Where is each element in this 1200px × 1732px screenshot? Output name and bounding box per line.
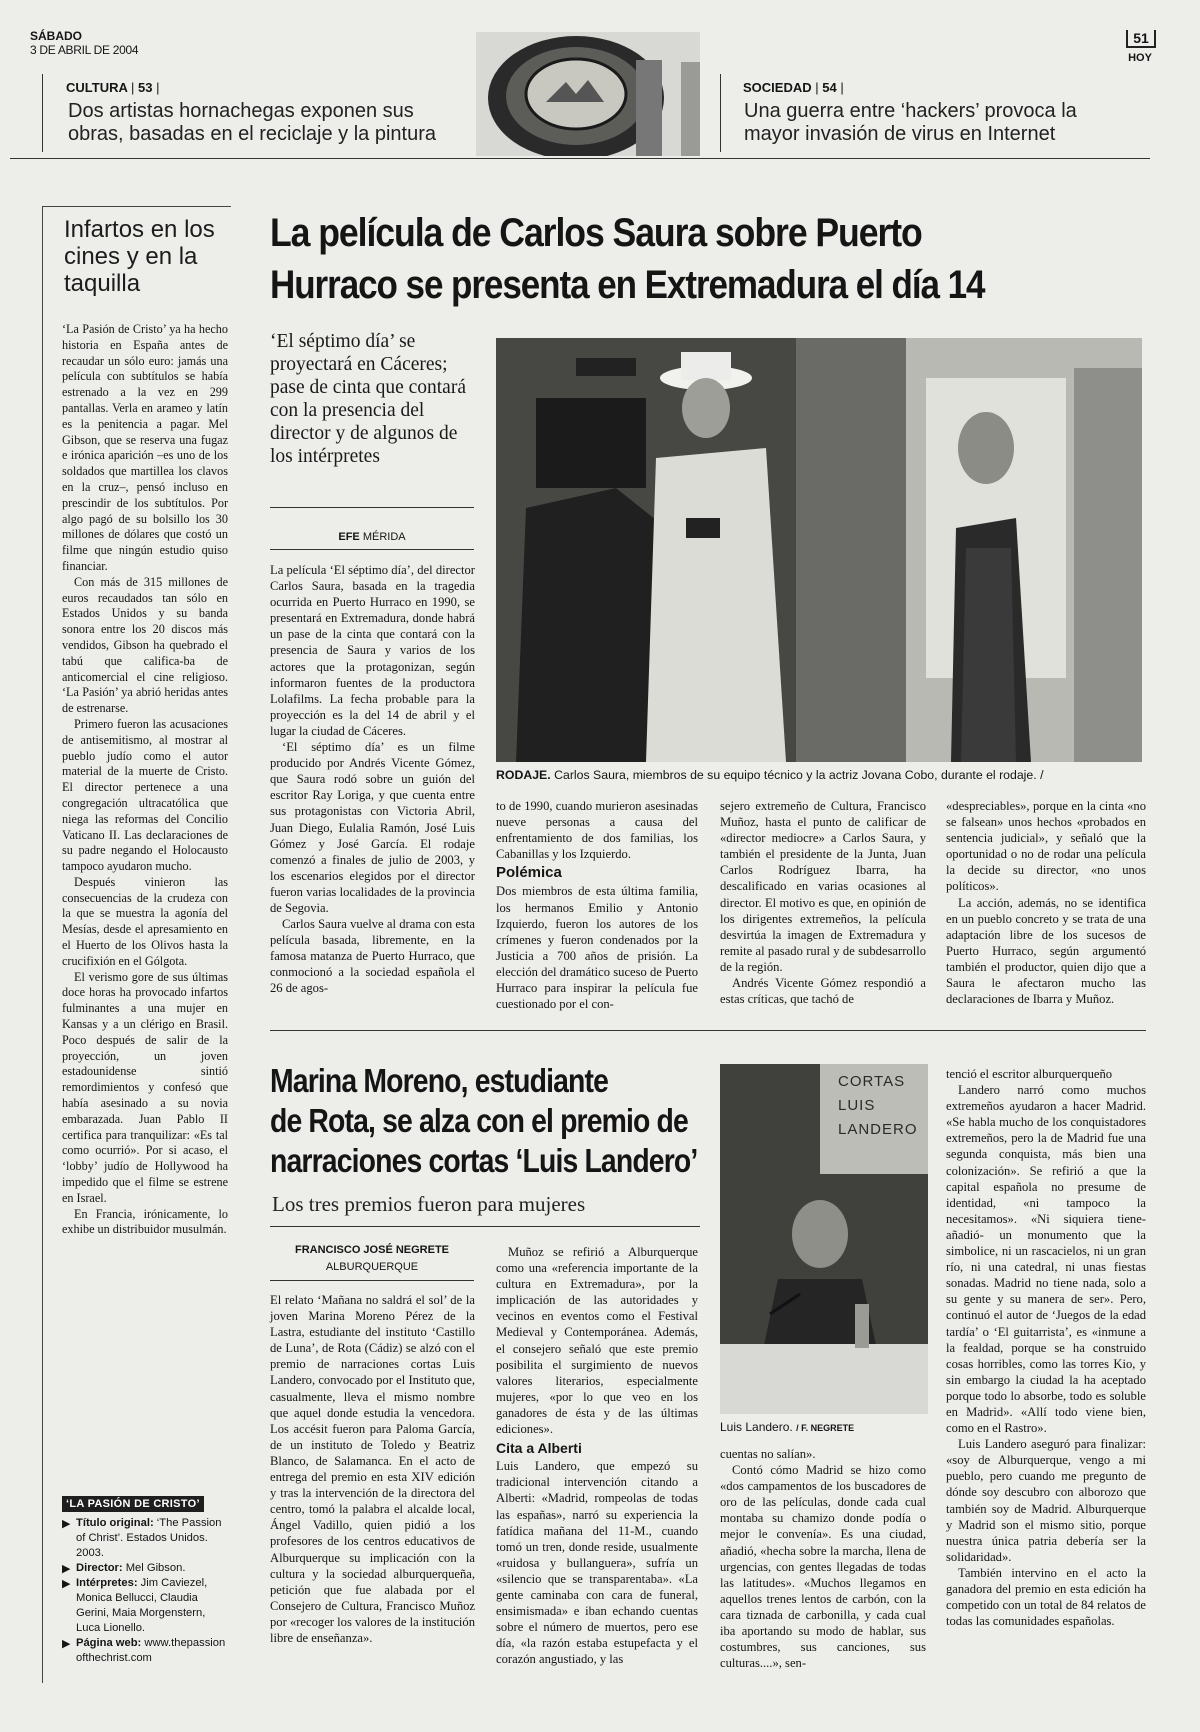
subhead-polemica: Polémica (496, 864, 562, 882)
landero-caption: Luis Landero. / F. NEGRETE (720, 1420, 855, 1434)
landero-photo-sign: CORTAS LUIS LANDERO (838, 1073, 918, 1138)
teaser-cultura-kicker[interactable]: CULTURA | 53 | (66, 80, 160, 95)
masthead-rule (10, 158, 1150, 159)
paper-name: HOY (1128, 52, 1152, 64)
second-deck: Los tres premios fueron para mujeres (272, 1192, 586, 1216)
second-headline-line2: de Rota, se alza con el premio de (270, 1102, 688, 1139)
landero-photo (720, 1064, 928, 1414)
factbox-item[interactable]: ▶ Página web: www.thepassionofthechrist.com (62, 1637, 226, 1664)
teaser-sociedad-kicker[interactable]: SOCIEDAD | 54 | (743, 80, 844, 95)
page-number: 51 (1126, 30, 1156, 48)
factbox-item: ▶ Director: Mel Gibson. (62, 1562, 186, 1575)
main-col-1: La película ‘El séptimo día’, del director Carlos Saura, basada en la tragedia ocurrida en Puerto Hurraco en 1990, se presentará en Extremadura, donde habrá un pase de la cinta que contará con la presencia de Saura y varios de los actores que la protagonizan, según informaron fuentes de la productora Lolafilms. La fecha probable para la proyección es la del 14 de abril y el lugar la ciudad de Cáceres. ‘El séptimo día’ es un filme producido por Andrés Vicente Gómez, que Saura rodó sobre un guión del escritor Ray Loriga, y que cuenta entre sus protagonistas con Victoria Abril, Juan Diego, Eulalia Ramón, José Luis Gómez y José García. El rodaje comenzó a finales de julio de 2003, y los escenarios elegidos por el director fueron varias localidades de la provincia de Segovia. Carlos Saura vuelve al drama con esta película basada, libremente, en la famosa matanza de Puerto Hurraco, que conmocionó a la sociedad española el 26 de agos- (270, 563, 475, 996)
sidebar-title: Infartos en los cines y en la taquilla (64, 216, 215, 297)
factbox-item: ▶ Título original: ‘The Passion of Christ’. Estados Unidos. 2003. (62, 1517, 222, 1559)
second-byline: FRANCISCO JOSÉ NEGRETE (294, 1244, 450, 1256)
main-col-3: sejero extremeño de Cultura, Francisco Muñoz, hasta el punto de calificar de «director mediocre» a Carlos Saura, y también el presidente de la Junta, Juan Carlos Rodríguez Ibarra, ha descalificado en varias ocasiones al director. El motivo es que, en opinión de los dirigentes extremeños, la película desvirtúa la imagen de Extremadura y remite al pasado rural y de subdesarrollo de la región. Andrés Vicente Gómez respondió a estas críticas, que tachó de (720, 799, 926, 1007)
subhead-cita-alberti: Cita a Alberti (496, 1440, 582, 1457)
filming-photo (496, 338, 1142, 762)
second-city: ALBURQUERQUE (325, 1261, 419, 1273)
second-col-3: cuentas no salían». Contó cómo Madrid se hizo como «dos campamentos de los buscadores de oro de las películas, donde cada cual montaba su chamizo donde podía o mejor le convenía». Es una ciudad, añadió, «hecha sobre la marcha, llena de urgencias, con gentes llegadas de todas las latitudes». «Muchos llegamos en aquellos trenes lentos de carbón, con la cara tiznada de carbonilla, y cada cual iba aportando su modo de hablar, sus costumbres, sus canciones, sus culturas....», sen- (720, 1447, 926, 1671)
main-col-2: to de 1990, cuando murieron asesinadas nueve personas a causa del enfrentamiento de dos familias, los Cabanillas y los Izquierdo. Polémica Dos miembros de esta última familia, los hermanos Emilio y Antonio Izquierdo, fueron los autores de los crímenes y fueron condenados por la Justicia a 700 años de prisión. La elección del dramático suceso de Puerto Hurraco para inspirar la película fue cuestionado por el con- (496, 799, 698, 1012)
main-headline-line1: La película de Carlos Saura sobre Puerto (270, 211, 922, 255)
teaser-sociedad-page: 54 (822, 80, 837, 95)
main-headline-line2: Hurraco se presenta en Extremadura el día 14 (270, 263, 985, 307)
factbox-title: ‘LA PASIÓN DE CRISTO’ (62, 1496, 204, 1512)
second-headline-line3: narraciones cortas ‘Luis Landero’ (270, 1142, 698, 1179)
main-byline: EFE MÉRIDA (338, 531, 406, 543)
triangle-bullet-icon: ▶ (62, 1518, 71, 1530)
triangle-bullet-icon: ▶ (62, 1563, 71, 1575)
factbox (62, 1494, 228, 1666)
main-deck: ‘El séptimo día’ se proyectará en Cáceres; pase de cinta que contará con la presencia del director y de algunos de los intérpretes (270, 331, 466, 467)
teaser-sociedad-headline[interactable]: Una guerra entre ‘hackers’ provoca la mayor invasión de virus en Internet (744, 100, 1077, 145)
second-col-2: Muñoz se refirió a Alburquerque como una «referencia importante de la cultura en Extremadura», por la implicación de las autoridades y vecinos en eventos como el Festival Medieval y Contemporánea. Además, el consejero señaló que este premio posibilita el surgimiento de nuevos valores literarios, especialmente mujeres, «por lo que veo en los ganadores de ésta y de las últimas ediciones». Cita a Alberti Luis Landero, que empezó su tradicional intervención citando a Alberti: «Madrid, rompeolas de todas las españas», narró su experiencia la fatídica mañana del 11-M., cuando tomó un tren, donde reside, usualmente «ruidosa y bullanguera», sufría un «silencio que se transparentaba». «La gente caminaba con cara de funeral, ensimismada» e iban echando cuentas sobre el número de muertos, pero ese día, «la razón estaba estupefacta y el corazón angustiado, y las (496, 1245, 698, 1667)
masthead-day: SÁBADO (30, 29, 83, 43)
ceramic-plate-image (476, 32, 700, 156)
sidebar-text: ‘La Pasión de Cristo’ ya ha hecho historia en España antes de recaudar un sólo euro: jamás una película con subtítulos se había estrenado a la vez en 299 pantallas. Verla en arameo y latín es la penitencia a pagar. Mel Gibson, que se reserva una fugaz e irónica aparición –es uno de los soldados que martillea los clavos en la cruz–, pensó incluso en prescindir de los subtítulos. Por algo pagó de su bolsillo los 30 millones de dólares que costó un filme que ningún estudio quiso financiar. Con más de 315 millones de euros recaudados tan sólo en Estados Unidos y su banda sonora entre los 20 discos más vendidos, Gibson ha quebrado el tabú que califica-ba de anticomercial el cine religioso. ‘La Pasión’ ya abrió heridas antes de estrenarse. Primero fueron las acusaciones de antisemitismo, al mostrar al pueblo judío como el autor material de la muerte de Cristo. El director pertenece a una congregación ultracatólica que niega las reformas del Concilio Vaticano II. Las declaraciones de su padre negando el Holocausto tampoco ayudaron mucho. Después vinieron las consecuencias de la crudeza con la que se muestra la agonía del Mesías, desde el apresamiento en el Huerto de los Olivos hasta la crucifixión en el Gólgota. El verismo gore de sus últimas doce horas ha provocado infartos fulminantes a una mujer en Kansas y a un clérigo en Brasil. Poco después de salir de la proyección, un joven estadounidense sintió remordimientos y confesó que había asesinado a su novia embarazada. Juan Pablo II certifica para tranquilizar: «Es tal como ocurrió». Por si acaso, el ‘lobby’ judío de Hollywood ha impedido que el filme se estrene en Israel. En Francia, irónicamente, lo exhibe un distribuidor musulmán. (62, 322, 228, 1237)
triangle-bullet-icon: ▶ (62, 1638, 71, 1650)
second-headline-line1: Marina Moreno, estudiante (270, 1062, 609, 1099)
masthead-date: 3 DE ABRIL DE 2004 (30, 43, 139, 57)
main-photo-caption: RODAJE. Carlos Saura, miembros de su equipo técnico y la actriz Jovana Cobo, durante el rodaje. / (496, 768, 1044, 782)
second-col-1: El relato ‘Mañana no saldrá el sol’ de la joven Marina Moreno Pérez de la Lastra, estudiante del instituto ‘Castillo de Luna’, de Rota (Cádiz) se alzó con el premio de narraciones cortas Luis Landero, convocado por el Instituto que, casualmente, lleva el mismo nombre que aquel donde estudia la vencedora. Los accésit fueron para Paloma García, de un instituto de Toledo y Beatriz Blanco, de Salamanca. En el acto de entrega del premio en esta XIV edición y tras la intervención de la directora del centro, tomó la palabra el alcalde local, Ángel Vadillo, quien pidió a los profesores de los centros educativos de Alburquerque su implicación con la cultura y la sociedad alburquerqueña, petición que fue alabada por el Consejero de Cultura, Francisco Muñoz por «recoger los valores de la institución libre de enseñanza». (270, 1293, 475, 1645)
factbox-item: ▶ Intérpretes: Jim Caviezel, Monica Bellucci, Claudia Gerini, Maia Morgenstern, Luca Lionello. (62, 1577, 208, 1634)
teaser-cultura-section: CULTURA (66, 80, 128, 95)
triangle-bullet-icon: ▶ (62, 1578, 71, 1590)
main-col-4: «despreciables», porque en la cinta «no se falsean» unos hechos «probados en sentencia judicial», y señaló que la oportunidad o no de rodar una película la decide su director, «no unos políticos». La acción, además, no se identifica en un pueblo concreto y se trata de una adaptación libre de los sucesos de Puerto Hurraco, según argumentó también el productor, quien dijo que a Saura le afectaron mucho las declaraciones de Ibarra y Muñoz. (946, 799, 1146, 1007)
teaser-cultura-headline[interactable]: Dos artistas hornachegas exponen sus obras, basadas en el reciclaje y la pintura (68, 100, 436, 145)
second-col-4: tenció el escritor alburquerqueño Landero narró como muchos extremeños ayudaron a hacer Madrid. «Se habla mucho de los conquistadores extremeños, pero la de Madrid fue una segunda conquista, más bien una colonización». Se refirió a que la capital española no presume de identidad, «ni tampoco la necesitamos». «Ni siquiera tiene- añadió- un monumento que la simbolice, ni un rascacielos, ni un gran río, ni una catedral, ni unas fiestas sonadas. Madrid no tiene nada, solo a su gente y su manera de ser». Pero, continuó el autor de ‘Juegos de la edad tardía’ o ‘El guitarrista’, es «inmune a la fealdad, porque se ha construido cosas horribles, como las torres Kio, y sin embargo la ciudad la ha aceptado porque todo lo absorbe, todo es soluble en Madrid». «Allí todo viene bien, como en el Rastro». Luis Landero aseguró para finalizar: «soy de Alburquerque, vengo a mi pueblo, pero cuando me pregunto de dónde soy descubro con alborozo que también soy de Madrid. Alburquerque y Madrid son el mismo sitio, porque nuestra única patria debería ser la solidaridad». También intervino en el acto la ganadora del premio en esta edición ha competido con un total de 84 relatos de todas las comunidades españolas. (946, 1067, 1146, 1629)
teaser-sociedad-section: SOCIEDAD (743, 80, 812, 95)
teaser-cultura-page: 53 (138, 80, 153, 95)
story-divider (270, 1030, 1146, 1031)
